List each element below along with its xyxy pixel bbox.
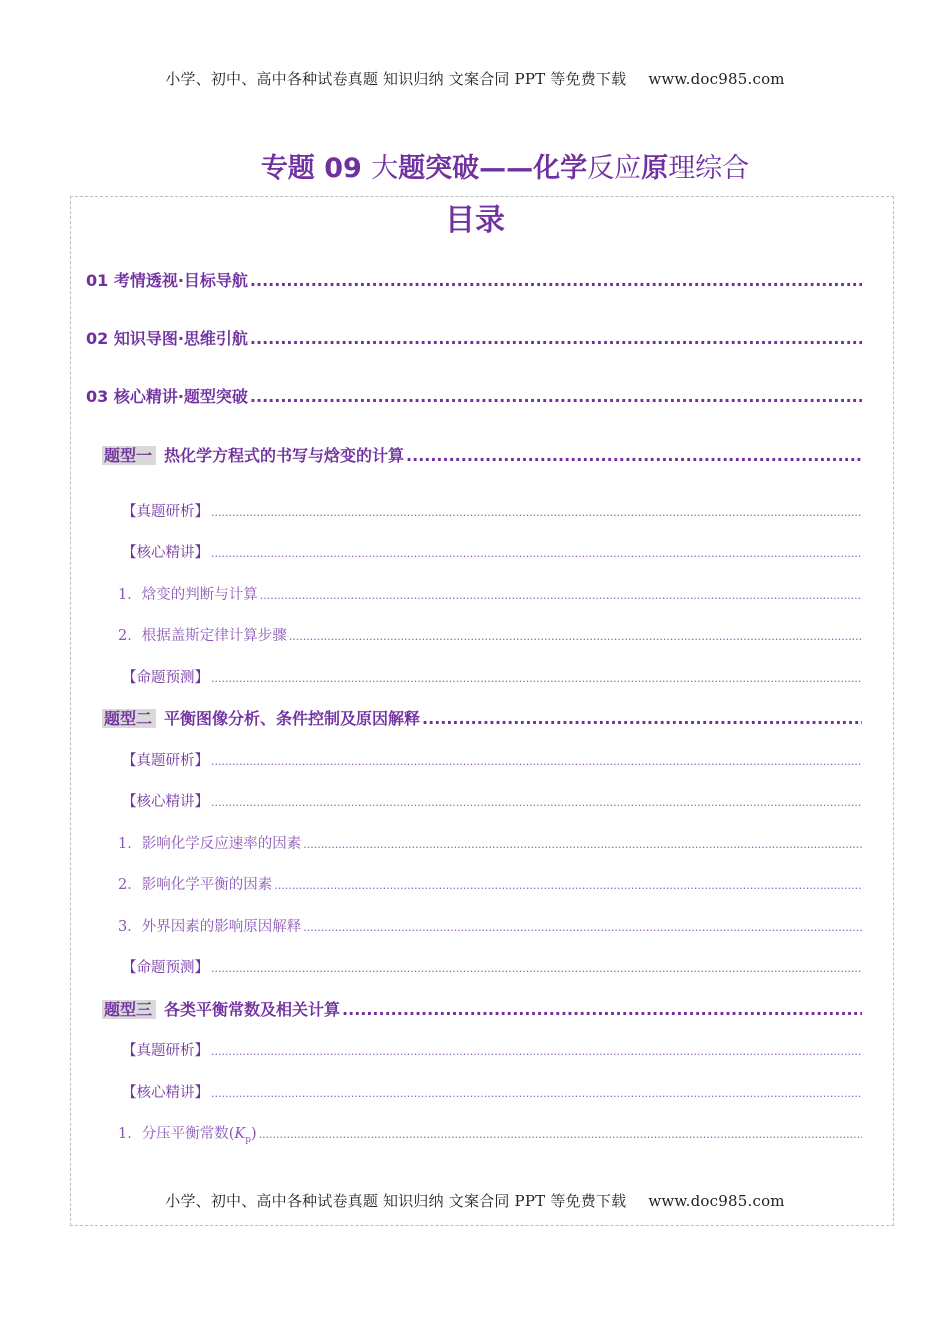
type-tag: 题型二 [102, 709, 156, 728]
toc-entry-t2-item2[interactable]: 2．影响化学平衡的因素 ..... [118, 873, 862, 894]
toc-entry-type2[interactable]: 题型二 平衡图像分析、条件控制及原因解释 ..... [102, 706, 862, 729]
title-part-6: 理综合 [668, 153, 750, 184]
title-part-3: 题突破——化学 [398, 153, 588, 184]
title-part-2: 大 [371, 153, 399, 184]
title-part-1: 专题 09 [260, 153, 372, 184]
toc-entry-s2[interactable]: 02 知识导图·思维引航 ..... [86, 326, 862, 349]
title-part-4: 反应 [587, 153, 642, 184]
toc-entry-type1[interactable]: 题型一 热化学方程式的书写与焓变的计算 ..... [102, 443, 862, 466]
toc-entry-type3[interactable]: 题型三 各类平衡常数及相关计算 ..... [102, 997, 862, 1020]
toc-entry-t1-yuce[interactable]: 【命题预测】 ..... [122, 666, 862, 687]
document-title [0, 146, 950, 185]
toc-entry-t1-item1[interactable]: 1．焓变的判断与计算 ..... [118, 583, 862, 604]
toc-entry-t1-hexin[interactable]: 【核心精讲】 ..... [122, 541, 862, 562]
page-header [0, 68, 950, 89]
toc-entry-s1[interactable]: 01 考情透视·目标导航 ..... [86, 268, 862, 291]
toc-entry-t3-item1[interactable]: 1．分压平衡常数$(K_p)$ ..... [118, 1122, 862, 1145]
title-part-5: 原 [641, 153, 669, 184]
toc-entry-t3-hexin[interactable]: 【核心精讲】 ..... [122, 1081, 862, 1102]
toc-heading: 目录 [445, 203, 505, 238]
type-tag: 题型三 [102, 1000, 156, 1019]
toc-entry-t1-item2[interactable]: 2．根据盖斯定律计算步骤 ..... [118, 624, 862, 645]
header-text: 小学、初中、高中各种试卷真题 知识归纳 文案合同 PPT 等免费下载 [165, 70, 627, 88]
footer-site: www.doc985.com [648, 1192, 785, 1210]
toc-entry-t2-zhenti[interactable]: 【真题研析】 ..... [122, 749, 862, 770]
toc-entry-t2-item3[interactable]: 3．外界因素的影响原因解释 ..... [118, 915, 862, 936]
toc-entry-t2-item1[interactable]: 1．影响化学反应速率的因素 ..... [118, 832, 862, 853]
header-site: www.doc985.com [648, 70, 785, 88]
toc-entry-t2-yuce[interactable]: 【命题预测】 ..... [122, 956, 862, 977]
type-tag: 题型一 [102, 446, 156, 465]
toc-entry-s3[interactable]: 03 核心精讲·题型突破 ..... [86, 384, 862, 407]
toc-entry-t3-zhenti[interactable]: 【真题研析】 ..... [122, 1039, 862, 1060]
toc-entry-t1-zhenti[interactable]: 【真题研析】 ..... [122, 500, 862, 521]
toc-entry-t2-hexin[interactable]: 【核心精讲】 ..... [122, 790, 862, 811]
footer-text: 小学、初中、高中各种试卷真题 知识归纳 文案合同 PPT 等免费下载 [165, 1192, 627, 1210]
page-footer [0, 1190, 950, 1211]
